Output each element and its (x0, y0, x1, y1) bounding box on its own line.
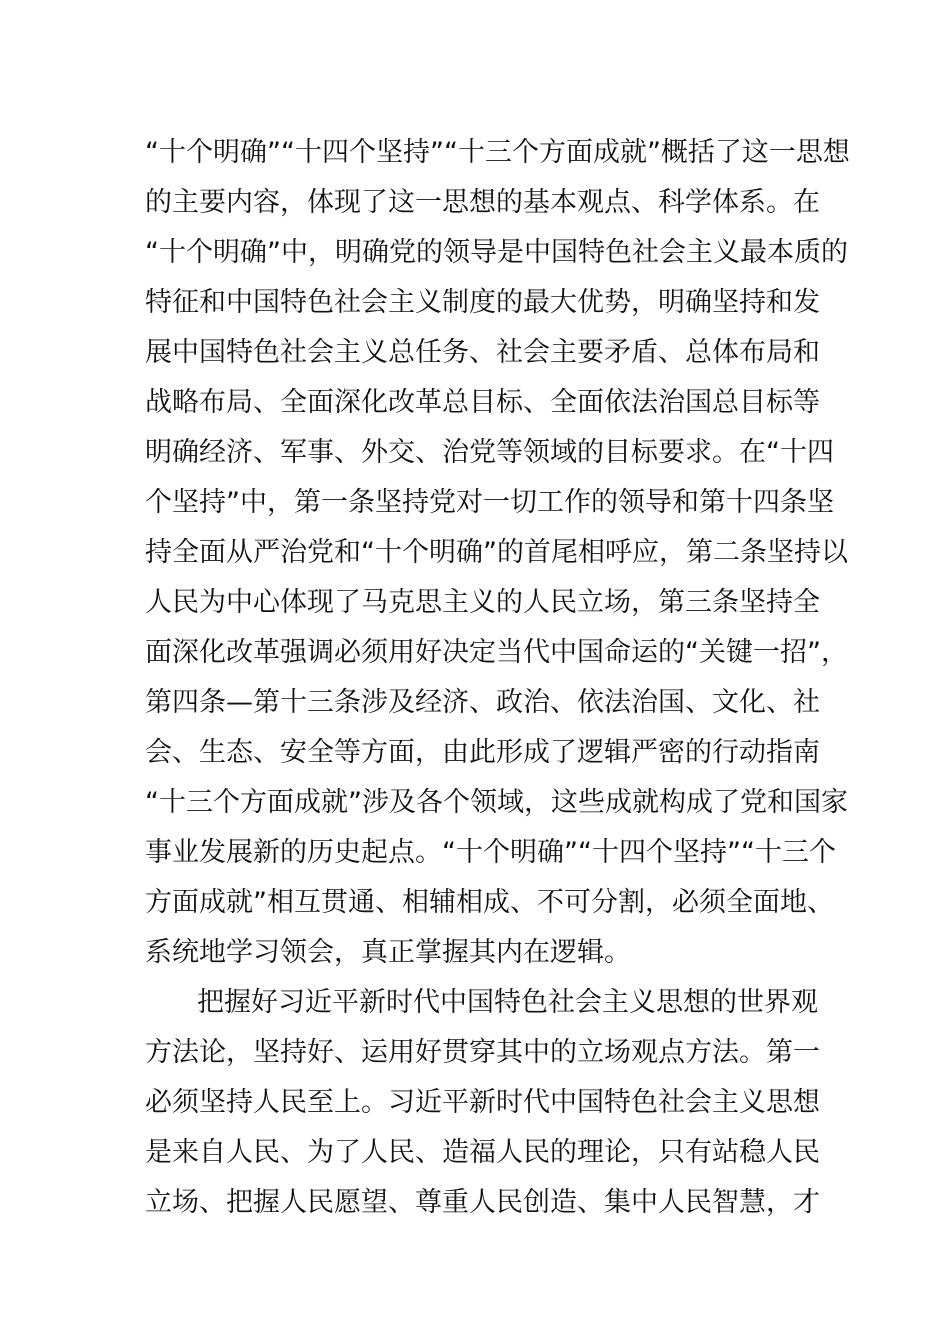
text-line-7: 明确经济、军事、外交、治党等领域的目标要求。在“十四 (145, 437, 834, 468)
text-line-19: 方法论，坚持好、运用好贯穿其中的立场观点方法。第一 (145, 1037, 820, 1068)
text-line-9: 持全面从严治党和“十个明确”的首尾相呼应，第二条坚持以 (145, 537, 848, 568)
text-line-22: 立场、把握人民愿望、尊重人民创造、集中人民智慧，才 (145, 1187, 820, 1218)
text-line-12: 第四条—第十三条涉及经济、政治、依法治国、文化、社 (145, 687, 820, 718)
text-line-2: 的主要内容，体现了这一思想的基本观点、科学体系。在 (145, 187, 820, 218)
text-line-4: 特征和中国特色社会主义制度的最大优势，明确坚持和发 (145, 287, 820, 318)
text-line-6: 战略布局、全面深化改革总目标、全面依法治国总目标等 (145, 387, 820, 418)
text-line-1: “十个明确”“十四个坚持”“十三个方面成就”概括了这一思想 (145, 137, 850, 168)
text-line-11: 面深化改革强调必须用好决定当代中国命运的“关键一招”， (145, 637, 848, 668)
paragraph-2-first-line: 把握好习近平新时代中国特色社会主义思想的世界观 (197, 987, 818, 1018)
text-line-15: 事业发展新的历史起点。“十个明确”“十四个坚持”“十三个 (145, 837, 836, 868)
text-line-17: 系统地学习领会，真正掌握其内在逻辑。 (145, 937, 631, 968)
body-text (145, 128, 850, 1228)
text-line-8: 个坚持”中，第一条坚持党对一切工作的领导和第十四条坚 (145, 487, 834, 518)
text-line-3: “十个明确”中，明确党的领导是中国特色社会主义最本质的 (145, 237, 848, 268)
text-line-21: 是来自人民、为了人民、造福人民的理论，只有站稳人民 (145, 1137, 820, 1168)
text-line-5: 展中国特色社会主义总任务、社会主要矛盾、总体布局和 (145, 337, 820, 368)
text-line-16: 方面成就”相互贯通、相辅相成、不可分割，必须全面地、 (145, 887, 834, 918)
text-line-10: 人民为中心体现了马克思主义的人民立场，第三条坚持全 (145, 587, 820, 618)
text-line-20: 必须坚持人民至上。习近平新时代中国特色社会主义思想 (145, 1087, 820, 1118)
text-line-13: 会、生态、安全等方面，由此形成了逻辑严密的行动指南 (145, 737, 820, 768)
text-line-14: “十三个方面成就”涉及各个领域，这些成就构成了党和国家 (145, 787, 848, 818)
